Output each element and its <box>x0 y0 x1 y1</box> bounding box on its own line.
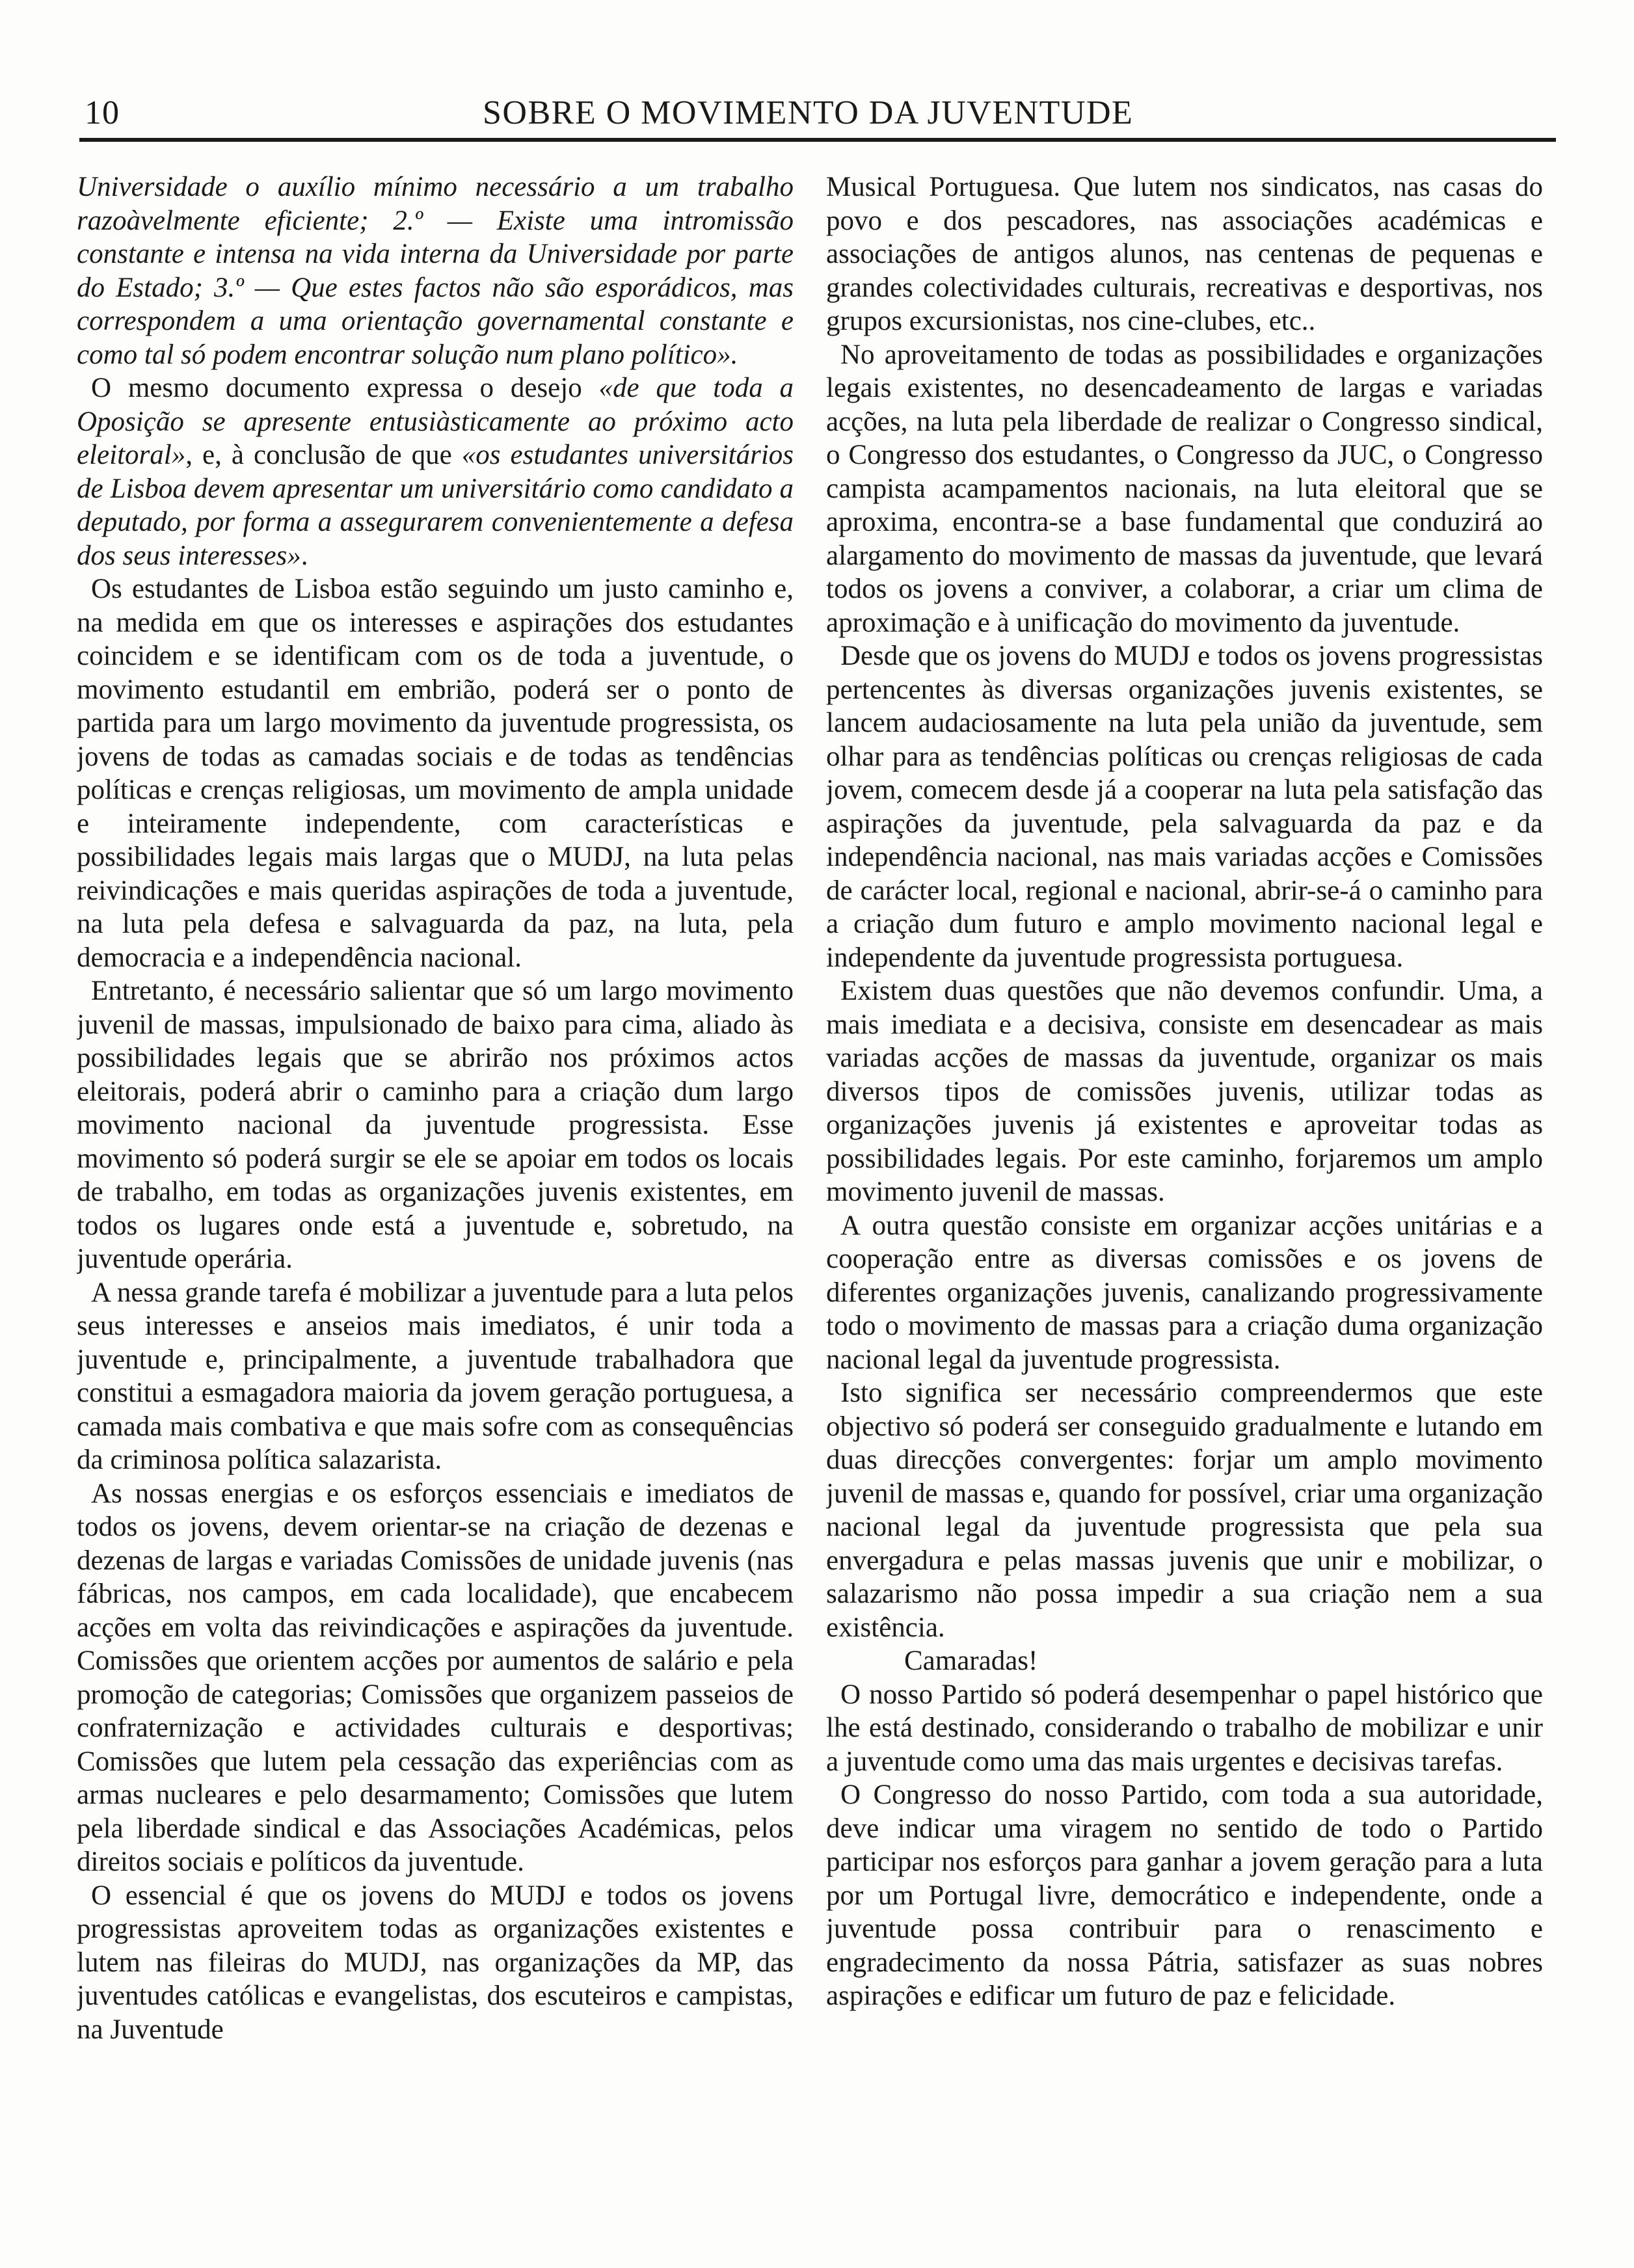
paragraph: A outra questão consiste em organizar acções unitárias e a cooperação entre as diversas comissões e os jovens de diferentes organizações juvenis, canalizando progressivamente todo o movimento de massas para a criação duma organização nacional legal da juventude progressista. <box>826 1210 1543 1375</box>
paragraph: O essencial é que os jovens do MUDJ e todos os jovens progressistas aproveitem todas as organizações existentes e lutem nas fileiras do MUDJ, nas organizações da MP, das juventudes católicas e evangelistas, dos escuteiros e campistas, na Juventude <box>77 1880 794 2045</box>
right-column <box>826 170 1543 2239</box>
text-run: O mesmo documento expressa o desejo <box>91 373 599 403</box>
paragraph: Desde que os jovens do MUDJ e todos os jovens progressistas pertencentes às diversas organizações juvenis existentes, se lancem audaciosamente na luta pela união da juventude, sem olhar para as tendências políticas ou crenças religiosas de cada jovem, comecem desde já a cooperar na luta pela satisfação das aspirações da juventude, pela salvaguarda da paz e da independência nacional, nas mais variadas acções e Comissões de carácter local, regional e nacional, abrir-se-á o caminho para a criação dum futuro e amplo movimento nacional legal e independente da juventude progressista portuguesa. <box>826 641 1543 973</box>
paragraph: Isto significa ser necessário compreendermos que este objectivo só poderá ser conseguido gradualmente e lutando em duas direcções convergentes: forjar um amplo movimento juvenil de massas e, quando for possível, criar uma organização nacional legal da juventude progressista que pela sua envergadura e pelas massas juvenis que unir e mobilizar, o salazarismo não possa impedir a sua criação nem a sua existência. <box>826 1378 1543 1643</box>
paragraph: A nessa grande tarefa é mobilizar a juventude para a luta pelos seus interesses e anseios mais imediatos, é unir toda a juventude e, principalmente, a juventude trabalhadora que constitui a esmagadora maioria da jovem geração portuguesa, a camada mais combativa e que mais sofre com as consequências da criminosa política salazarista. <box>77 1277 794 1475</box>
paragraph: Entretanto, é necessário salientar que só um largo movimento juvenil de massas, impulsionado de baixo para cima, aliado às possibilidades legais que se abrirão nos próximos actos eleitorais, poderá abrir o caminho para a criação dum largo movimento nacional da juventude progressista. Esse movimento só poderá surgir se ele se apoiar em todos os locais de trabalho, em todas as organizações juvenis existentes, em todos os lugares onde está a juventude e, sobretudo, na juventude operária. <box>77 976 794 1274</box>
paragraph: Os estudantes de Lisboa estão seguindo um justo caminho e, na medida em que os interesses e aspirações dos estudantes coincidem e se identificam com os de toda a juventude, o movimento estudantil em embrião, poderá ser o ponto de partida para um largo movimento da juventude progressista, os jovens de todas as camadas sociais e de todas as tendências políticas e crenças religiosas, um movimento de ampla unidade e inteiramente independente, com características e possibilidades legais mais largas que o MUDJ, na luta pelas reivindicações e mais queridas aspirações de toda a juventude, na luta pela defesa e salvaguarda da paz, na luta, pela democracia e a independência nacional. <box>77 574 794 973</box>
left-column <box>77 170 794 2239</box>
quoted-text: «os estudantes universitários de Lisboa devem apresentar um universitário como candidato a deputado, por forma a assegurarem convenientemente a defesa dos seus interesses» <box>77 440 794 571</box>
paragraph: Existem duas questões que não devemos confundir. Uma, a mais imediata e a decisiva, consiste em desencadear as mais variadas acções de massas da juventude, organizar os mais diversos tipos de comissões juvenis, utilizar todas as organizações juvenis já existentes e aproveitar todas as possibilidades legais. Por este caminho, forjaremos um amplo movimento juvenil de massas. <box>826 976 1543 1207</box>
paragraph: As nossas energias e os esforços essenciais e imediatos de todos os jovens, devem orientar-se na criação de dezenas e dezenas de largas e variadas Comissões de unidade juvenis (nas fábricas, nos campos, em cada localidade), que encabecem acções em volta das reivindicações e aspirações da juventude. Comissões que orientem acções por aumentos de salário e pela promoção de categorias; Comissões que organizem passeios de confraternização e actividades culturais e desportivas; Comissões que lutem pela cessação das experiências com as armas nucleares e pelo desarmamento; Comissões que lutem pela liberdade sindical e das Associações Académicas, pelos direitos sociais e políticos da juventude. <box>77 1478 794 1877</box>
paragraph: O nosso Partido só poderá desempenhar o papel histórico que lhe está destinado, considerando o trabalho de mobilizar e unir a juventude como uma das mais urgentes e decisivas tarefas. <box>826 1679 1543 1777</box>
paragraph: No aproveitamento de todas as possibilidades e organizações legais existentes, no desencadeamento de largas e variadas acções, na luta pela liberdade de realizar o Congresso sindical, o Congresso dos estudantes, o Congresso da JUC, o Congresso campista acampamentos nacionais, na luta eleitoral que se aproxima, encontra-se a base fundamental que conduzirá ao alargamento do movimento de massas da juventude, que levará todos os jovens a conviver, a colaborar, a criar um clima de aproximação e à unificação do movimento da juventude. <box>826 339 1543 638</box>
text-run: . <box>301 540 308 571</box>
paragraph: Universidade o auxílio mínimo necessário a um trabalho razoàvelmente eficiente; 2.º — Existe uma intromissão constante e intensa na vida interna da Universidade por parte do Estado; 3.º — Que estes factos não são esporádicos, mas correspondem a uma orientação governamental constante e como tal só podem encontrar solução num plano político». <box>77 172 794 370</box>
header-rule <box>79 138 1556 142</box>
page-header <box>79 91 1556 143</box>
text-run: , e, à conclusão de que <box>185 440 462 470</box>
paragraph: Musical Portuguesa. Que lutem nos sindicatos, nas casas do povo e dos pescadores, nas associações académicas e associações de antigos alunos, nas centenas de pequenas e grandes colectividades culturais, recreativas e desportivas, nos grupos excursionistas, nos cine-clubes, etc.. <box>826 172 1543 336</box>
salutation: Camaradas! <box>904 1646 1038 1676</box>
quoted-text: «de que toda a Oposição se apresente entusiàsticamente ao próximo acto eleitoral» <box>77 373 794 470</box>
page-number: 10 <box>85 94 120 131</box>
running-head: SOBRE O MOVIMENTO DA JUVENTUDE <box>483 94 1134 131</box>
paragraph: O Congresso do nosso Partido, com toda a sua autoridade, deve indicar uma viragem no sentido de todo o Partido participar nos esforços para ganhar a jovem geração para a luta por um Portugal livre, democrático e independente, onde a juventude possa contribuir para o renascimento e engradecimento da nossa Pátria, satisfazer as suas nobres aspirações e edificar um futuro de paz e felicidade. <box>826 1780 1543 2011</box>
paragraph <box>77 371 794 572</box>
